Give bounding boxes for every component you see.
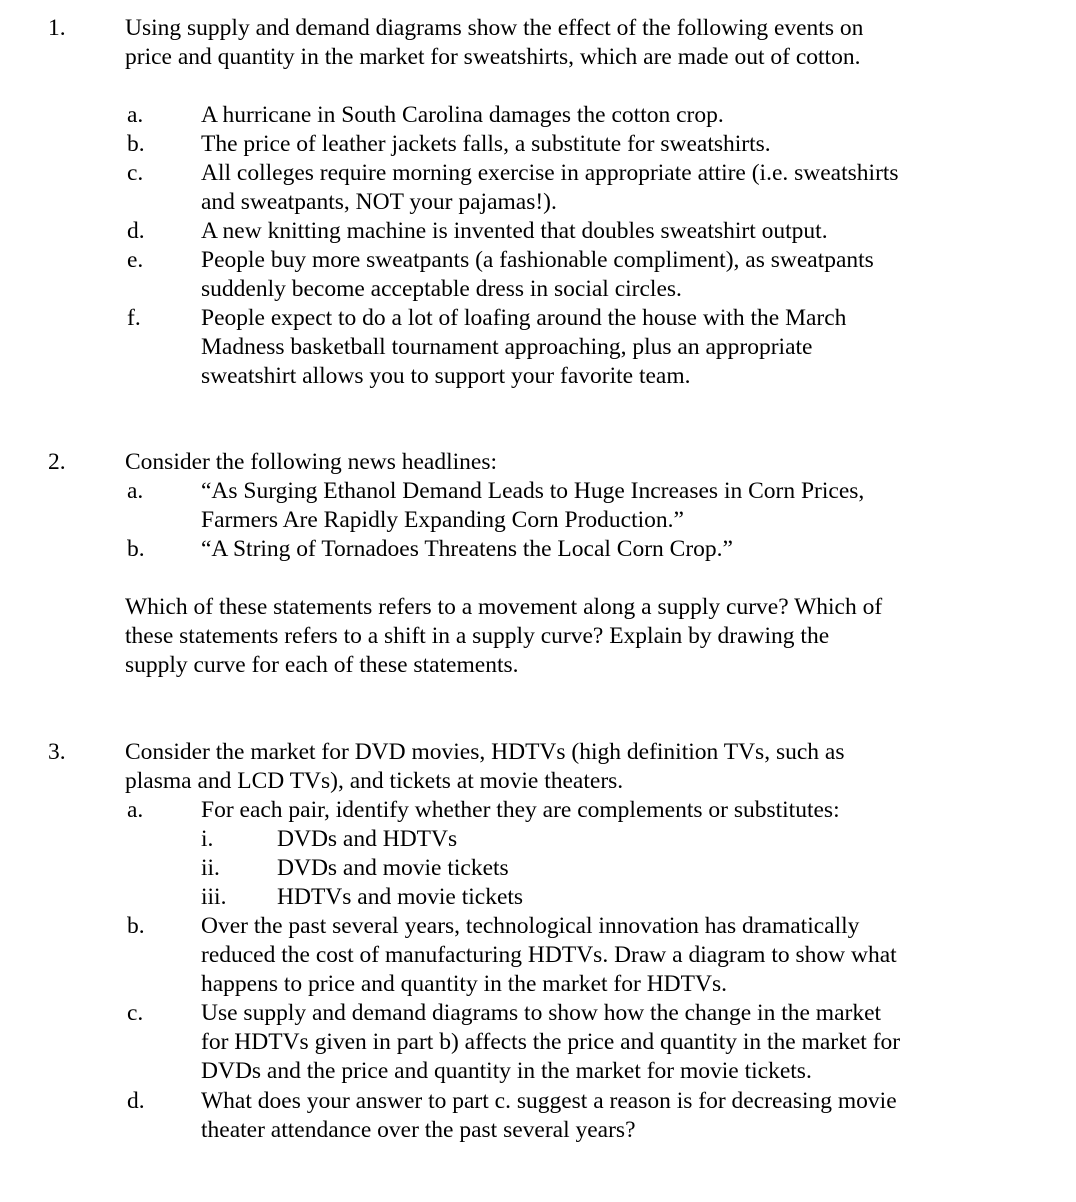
item-letter: d. [127,218,145,244]
item-text: DVDs and the price and quantity in the market for movie tickets. [201,1058,812,1084]
item-letter: e. [127,247,144,273]
question-number: 3. [48,739,66,765]
question-number: 2. [48,449,66,475]
item-letter: b. [127,131,145,157]
item-text: The price of leather jackets falls, a substitute for sweatshirts. [201,131,771,157]
item-letter: c. [127,1000,144,1026]
item-text: People expect to do a lot of loafing around the house with the March [201,305,847,331]
item-text: and sweatpants, NOT your pajamas!). [201,189,557,215]
item-text: for HDTVs given in part b) affects the price and quantity in the market for [201,1029,901,1055]
item-text: theater attendance over the past several years? [201,1117,636,1143]
item-text: A new knitting machine is invented that doubles sweatshirt output. [201,218,828,244]
sub-item-text: HDTVs and movie tickets [277,884,524,910]
sub-item-text: DVDs and movie tickets [277,855,509,881]
item-letter: b. [127,536,145,562]
roman-numeral: iii. [201,884,227,910]
item-text: “As Surging Ethanol Demand Leads to Huge Increases in Corn Prices, [201,478,865,504]
item-letter: f. [127,305,141,331]
question-text: price and quantity in the market for sweatshirts, which are made out of cotton. [125,44,861,70]
paragraph-text: these statements refers to a shift in a supply curve? Explain by drawing the [125,623,830,649]
question-text: Using supply and demand diagrams show the effect of the following events on [125,15,864,41]
item-text: suddenly become acceptable dress in social circles. [201,276,682,302]
roman-numeral: ii. [201,855,220,881]
item-letter: d. [127,1088,145,1114]
paragraph-text: supply curve for each of these statements. [125,652,519,678]
item-text: People buy more sweatpants (a fashionable compliment), as sweatpants [201,247,874,273]
item-letter: a. [127,102,144,128]
roman-numeral: i. [201,826,214,852]
question-text: plasma and LCD TVs), and tickets at movie theaters. [125,768,624,794]
sub-item-text: DVDs and HDTVs [277,826,458,852]
item-letter: a. [127,478,144,504]
item-letter: c. [127,160,144,186]
item-text: A hurricane in South Carolina damages the cotton crop. [201,102,724,128]
item-text: Use supply and demand diagrams to show how the change in the market [201,1000,882,1026]
item-text: sweatshirt allows you to support your favorite team. [201,363,691,389]
item-text: Over the past several years, technological innovation has dramatically [201,913,860,939]
item-text: Madness basketball tournament approaching, plus an appropriate [201,334,813,360]
question-text: Consider the market for DVD movies, HDTVs (high definition TVs, such as [125,739,845,765]
item-text: happens to price and quantity in the market for HDTVs. [201,971,727,997]
item-text: All colleges require morning exercise in appropriate attire (i.e. sweatshirts [201,160,899,186]
item-text: Farmers Are Rapidly Expanding Corn Production.” [201,507,684,533]
item-text: “A String of Tornadoes Threatens the Local Corn Crop.” [201,536,733,562]
question-text: Consider the following news headlines: [125,449,498,475]
item-letter: b. [127,913,145,939]
item-letter: a. [127,797,144,823]
item-text: reduced the cost of manufacturing HDTVs. Draw a diagram to show what [201,942,897,968]
question-number: 1. [48,15,66,41]
item-text: For each pair, identify whether they are complements or substitutes: [201,797,840,823]
paragraph-text: Which of these statements refers to a movement along a supply curve? Which of [125,594,883,620]
item-text: What does your answer to part c. suggest a reason is for decreasing movie [201,1088,897,1114]
